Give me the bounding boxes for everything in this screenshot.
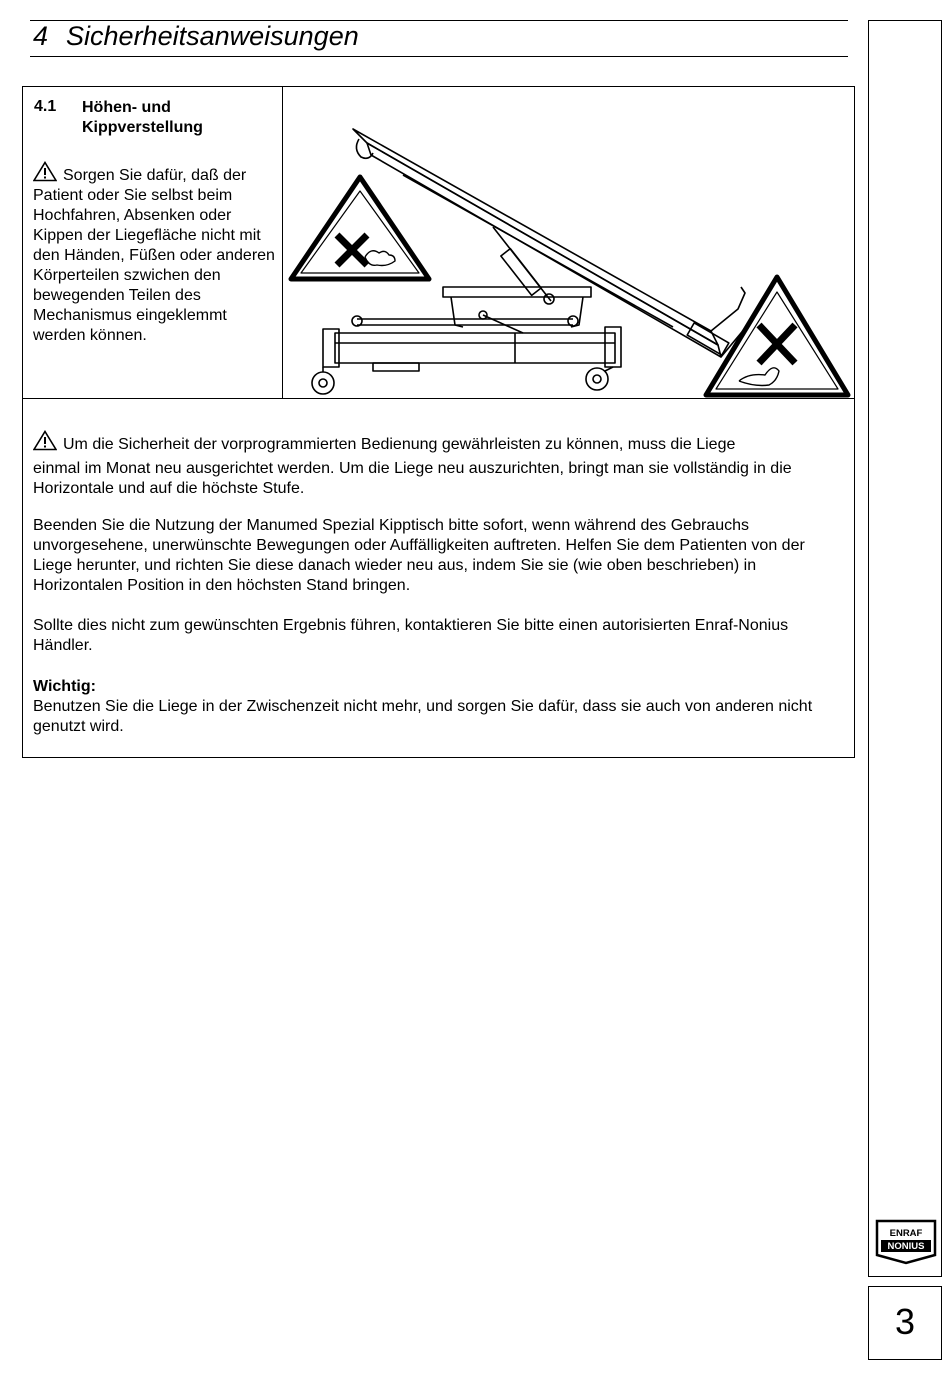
chapter-heading — [33, 21, 359, 52]
section-text-cell — [23, 87, 283, 398]
chapter-number: 4 — [33, 21, 49, 51]
page-number: 3 — [894, 1301, 916, 1342]
stop-usage-paragraph: Beenden Sie die Nutzung der Manumed Spezial Kipptisch bitte sofort, wenn während des Gebrauchs unvorgesehene, unerwünschte Bewegungen oder Auffälligkeiten auftreten. Helfen Sie dem Patienten von der Liege herunter, und richten Sie diese danach wieder neu aus, indem Sie sie (wie oben beschrieben) in Horizontalen Position in den höchsten Stand bringen. — [33, 517, 805, 594]
section-box — [22, 86, 855, 399]
section-warning-paragraph — [33, 161, 277, 346]
warning-triangle-icon — [33, 161, 57, 182]
header-bottom-rule — [30, 56, 848, 57]
tilt-table-illustration — [283, 87, 854, 398]
chapter-title: Sicherheitsanweisungen — [66, 21, 359, 51]
important-text: Benutzen Sie die Liege in der Zwischenzeit nicht mehr, und sorgen Sie dafür, dass sie auch von anderen nicht genutzt wird. — [33, 698, 813, 735]
enraf-nonius-logo — [873, 1215, 939, 1267]
lift-frame — [352, 287, 591, 333]
contact-dealer-paragraph: Sollte dies nicht zum gewünschten Ergebnis führen, kontaktieren Sie bitte einen autorisierten Enraf-Nonius Händler. — [33, 617, 789, 654]
safety-notes-box — [22, 398, 855, 758]
warning-triangle-icon — [33, 430, 57, 451]
maintenance-warning-paragraph — [33, 430, 848, 499]
maintenance-warning-rest: einmal im Monat neu ausgerichtet werden. Um die Liege neu auszurichten, bringt man sie vollständig in die Horizontale und auf die höchste Stufe. — [33, 460, 792, 497]
foot-hazard-sign — [706, 277, 848, 395]
tilted-table-top — [353, 129, 721, 357]
side-margin-bar — [868, 20, 942, 1277]
maintenance-warning-first-line — [33, 430, 848, 455]
svg-text:ENRAF: ENRAF — [889, 1228, 923, 1239]
hand-hazard-sign — [291, 177, 429, 279]
maintenance-warning-line1-text: Um die Sicherheit der vorprogrammierten Bedienung gewährleisten zu können, muss die Liege — [63, 436, 736, 453]
section-title: Höhen- und Kippverstellung — [82, 99, 203, 136]
page-number-box — [868, 1286, 942, 1360]
svg-text:NONIUS: NONIUS — [887, 1241, 925, 1252]
section-number: 4.1 — [34, 98, 57, 115]
section-warning-text: Sorgen Sie dafür, daß der Patient oder Sie selbst beim Hochfahren, Absenken oder Kippen der Liegefläche nicht mit den Händen, Füßen oder anderen Körperteilen szwichen den bewegenden Teilen des Mechanismus eingeklemmt werden können. — [33, 167, 275, 344]
important-label: Wichtig: — [33, 678, 96, 695]
wheels — [312, 367, 613, 394]
table-base — [323, 327, 621, 371]
tilt-actuator — [493, 227, 554, 304]
